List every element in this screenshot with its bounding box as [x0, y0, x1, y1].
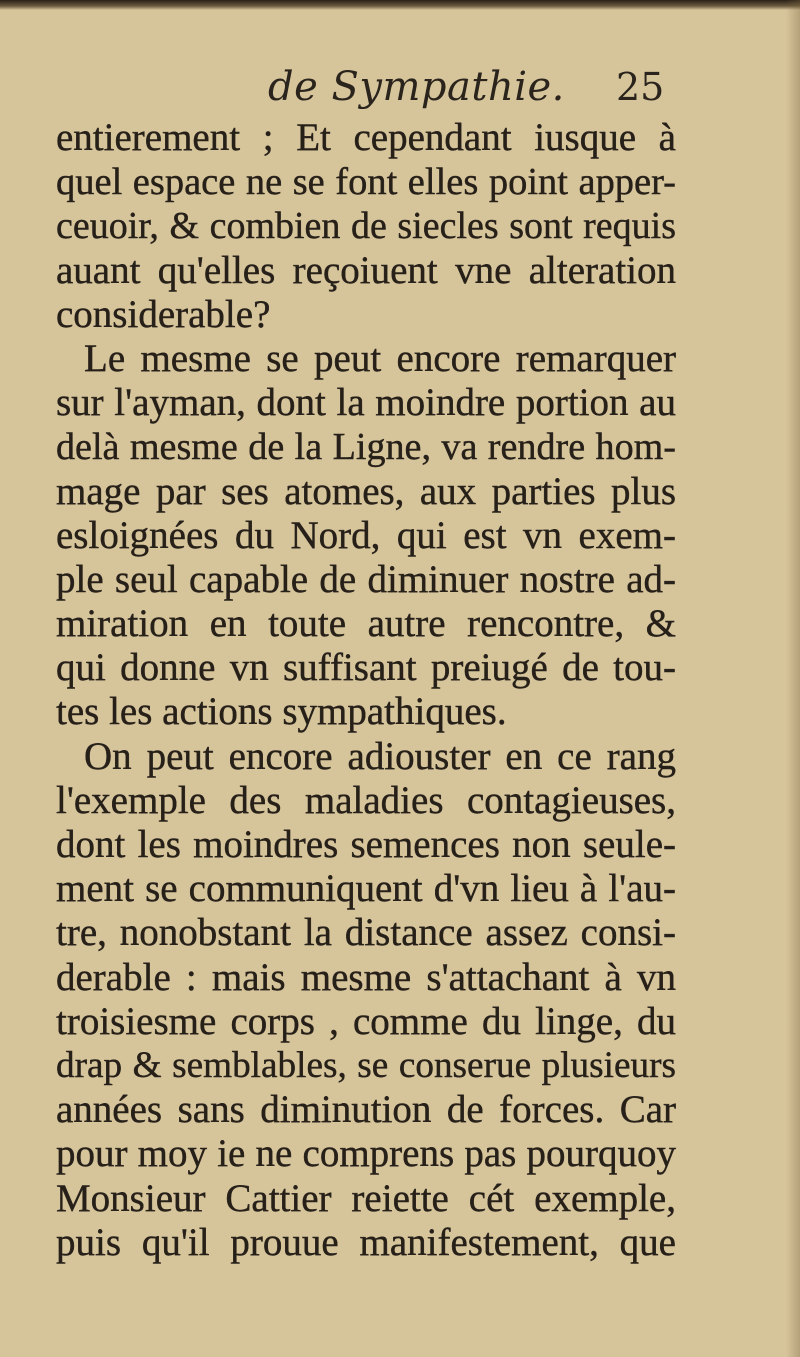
text-line: drap & semblables, se conserue plusieurs — [56, 1044, 676, 1086]
text-line: ceuoir, & combien de siecles sont requis — [56, 205, 676, 248]
body-text — [56, 116, 676, 1265]
text-line: dont les moindres semences non seule- — [56, 823, 676, 866]
text-line: sur l'ayman, dont la moindre portion au — [56, 381, 676, 425]
text-line: ment se communiquent d'vn lieu à l'au- — [56, 867, 676, 911]
text-line: miration en toute autre rencontre, & — [56, 602, 676, 646]
text-line: années sans diminution de forces. Car — [56, 1088, 676, 1132]
text-line: derable : mais mesme s'attachant à vn — [56, 955, 676, 999]
text-line: ple seul capable de diminuer nostre ad- — [56, 557, 676, 601]
text-line: puis qu'il prouue manifestement, que — [56, 1220, 676, 1264]
page-number: 25 — [616, 65, 665, 109]
text-line: mage par ses atomes, aux parties plus — [56, 469, 676, 513]
paragraph-start-line: Le mesme se peut encore remarquer — [84, 336, 676, 380]
text-line: tre, nonobstant la distance assez consi- — [56, 911, 676, 955]
text-line: pour moy ie ne comprens pas pourquoy — [56, 1132, 676, 1176]
text-line: Monsieur Cattier reiette cét exemple, — [56, 1176, 676, 1220]
text-line: entierement ; Et cependant iusque à — [56, 116, 676, 159]
running-head — [0, 62, 800, 112]
text-line: tes les actions sympathiques. — [56, 690, 507, 734]
text-line: auant qu'elles reçoiuent vne alteration — [56, 248, 676, 292]
text-line: l'exemple des maladies contagieuses, — [56, 778, 676, 822]
text-line: considerable? — [56, 292, 271, 336]
text-line: quel espace ne se font elles point apper- — [56, 161, 676, 204]
text-line: troisiesme corps , comme du linge, du — [56, 999, 676, 1043]
text-line: delà mesme de la Ligne, va rendre hom- — [56, 426, 676, 469]
running-title: de Sympathie. — [268, 64, 565, 110]
text-line: esloignées du Nord, qui est vn exem- — [56, 513, 676, 557]
paragraph-start-line: On peut encore adiouster en ce rang — [84, 734, 676, 778]
text-line: qui donne vn suffisant preiugé de tou- — [56, 646, 676, 690]
